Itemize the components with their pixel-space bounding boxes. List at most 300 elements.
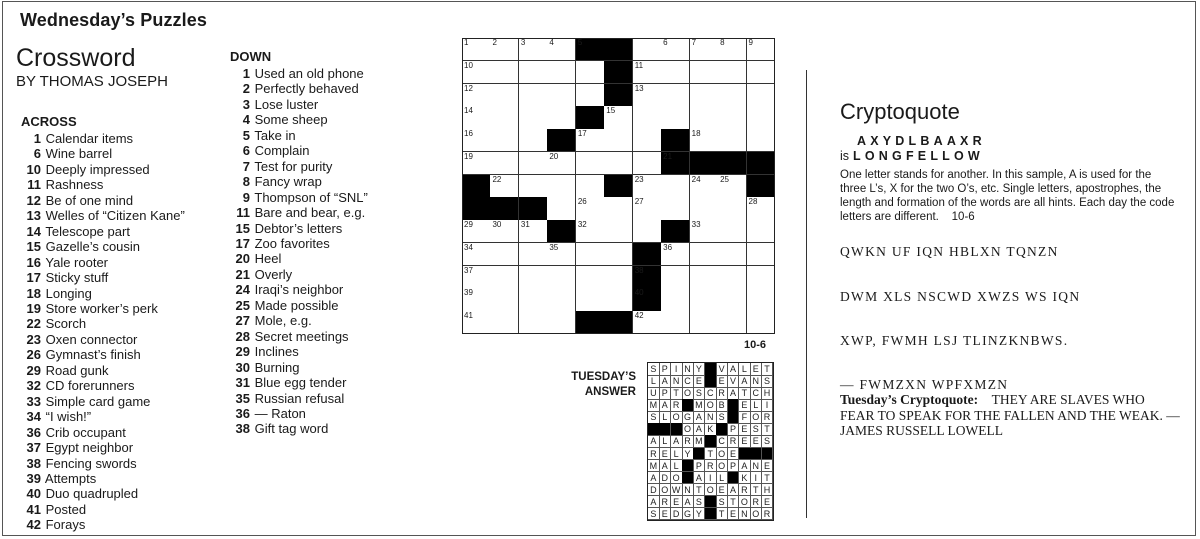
answer-cell: R <box>705 460 717 473</box>
answer-cell: C <box>705 387 717 400</box>
black-square <box>705 375 717 388</box>
grid-cell <box>661 61 690 84</box>
cell-number: 6 <box>663 38 668 47</box>
grid-cell <box>576 243 605 266</box>
grid-cell <box>519 61 548 84</box>
clue-text: Secret meetings <box>251 328 349 344</box>
cell-number: 28 <box>748 197 758 207</box>
black-square <box>659 423 671 436</box>
grid-cell <box>661 243 690 266</box>
clue-number: 19 <box>26 300 41 316</box>
grid-cell <box>547 84 576 107</box>
cryptoquote-title: Cryptoquote <box>840 99 960 124</box>
answer-cell: A <box>671 435 683 448</box>
clue-text: Mole, e.g. <box>251 313 312 329</box>
across-clue <box>21 378 185 393</box>
clue-number: 6 <box>33 146 41 162</box>
clue-text: Oxen connector <box>42 331 138 347</box>
answer-cell: R <box>659 496 671 509</box>
answer-cell: S <box>648 508 660 521</box>
page-title: Wednesday’s Puzzles <box>20 10 207 30</box>
across-clue <box>21 363 185 378</box>
cell-number: 5 <box>577 38 583 47</box>
cell-number: 12 <box>464 83 473 93</box>
grid-cell <box>519 311 548 334</box>
grid-cell <box>661 288 690 311</box>
clue-text: CD forerunners <box>42 378 135 394</box>
grid-cell <box>490 311 519 334</box>
answer-cell: O <box>716 448 728 461</box>
answer-cell: E <box>762 496 774 509</box>
black-square <box>716 423 728 436</box>
answer-cell: A <box>739 460 751 473</box>
grid-cell <box>462 266 491 289</box>
black-square <box>661 220 690 243</box>
clue-text: Gazelle’s cousin <box>42 239 141 255</box>
answer-cell: C <box>682 375 694 388</box>
clue-number: 1 <box>242 66 250 81</box>
cell-number: 23 <box>634 174 644 184</box>
cell-number: 13 <box>634 83 644 93</box>
black-square <box>633 266 662 289</box>
black-square <box>728 411 740 424</box>
grid-cell <box>690 129 719 152</box>
cell-number: 4 <box>549 38 554 47</box>
grid-cell <box>747 243 776 266</box>
grid-cell <box>633 129 662 152</box>
grid-cell <box>604 129 633 152</box>
answer-cell: U <box>648 387 660 400</box>
clue-text: Blue egg tender <box>251 375 347 391</box>
clue-text: Fancy wrap <box>251 174 322 190</box>
answer-cell: A <box>693 411 705 424</box>
answer-cell: O <box>659 484 671 497</box>
grid-cell <box>718 61 747 84</box>
across-clue <box>21 301 185 316</box>
answer-cell: O <box>682 387 694 400</box>
answer-cell: L <box>659 435 671 448</box>
grid-cell <box>576 266 605 289</box>
grid-cell <box>718 175 747 198</box>
grid-cell <box>462 243 491 266</box>
clue-text: Bare and bear, e.g. <box>251 205 366 221</box>
clue-text: Lose luster <box>251 96 319 112</box>
answer-cell: O <box>750 508 762 521</box>
grid-cell <box>661 175 690 198</box>
grid-cell <box>490 288 519 311</box>
cryptoquote-line: DWM XLS NSCWD XWZS WS IQN <box>840 289 1081 304</box>
down-clue <box>230 143 368 158</box>
clue-number: 11 <box>236 205 250 221</box>
answer-cell: N <box>750 460 762 473</box>
cell-number: 7 <box>691 38 697 47</box>
grid-cell <box>604 197 633 220</box>
grid-cell <box>718 84 747 107</box>
clue-number: 1 <box>33 131 41 146</box>
black-square <box>682 472 694 485</box>
grid-cell <box>633 152 662 175</box>
clue-number: 37 <box>26 440 41 456</box>
grid-cell <box>747 38 776 61</box>
previous-cryptoquote <box>840 392 1180 439</box>
grid-cell <box>718 288 747 311</box>
clue-number: 29 <box>235 344 250 360</box>
across-clue <box>21 224 185 239</box>
cryptoquote-sample-code: AXYDLBAAXR <box>857 134 986 148</box>
clue-text: Calendar items <box>42 131 134 146</box>
grid-cell <box>633 61 662 84</box>
grid-cell <box>633 311 662 334</box>
answer-cell: N <box>750 375 762 388</box>
grid-cell <box>633 197 662 220</box>
grid-cell <box>490 84 519 107</box>
grid-cell <box>576 220 605 243</box>
clue-number: 17 <box>235 235 250 251</box>
clue-text: Posted <box>42 501 87 517</box>
grid-cell <box>604 288 633 311</box>
clue-number: 34 <box>26 409 41 425</box>
grid-cell <box>462 106 491 129</box>
answer-cell: V <box>728 375 740 388</box>
answer-cell: O <box>671 472 683 485</box>
down-clue <box>230 205 368 220</box>
down-clue <box>230 329 368 344</box>
grid-cell <box>490 220 519 243</box>
clue-number: 33 <box>26 393 41 409</box>
answer-cell: O <box>705 484 717 497</box>
clue-text: Be of one mind <box>42 192 134 208</box>
grid-cell <box>747 288 776 311</box>
cryptoquote-line: QWKN UF IQN HBLXN TQNZN <box>840 244 1059 259</box>
grid-cell <box>519 38 548 61</box>
grid-cell <box>576 84 605 107</box>
answer-label: TUESDAY’S ANSWER <box>571 371 636 398</box>
cell-number: 30 <box>492 220 502 230</box>
black-square <box>547 220 576 243</box>
clue-number: 31 <box>235 375 250 391</box>
clue-number: 25 <box>235 297 250 313</box>
cell-number: 20 <box>549 151 559 161</box>
across-clue <box>21 239 185 254</box>
grid-cell <box>633 106 662 129</box>
grid-cell <box>462 288 491 311</box>
black-square <box>490 197 519 220</box>
clue-number: 7 <box>242 158 250 174</box>
black-square <box>462 175 491 198</box>
clue-number: 4 <box>242 112 250 128</box>
grid-cell <box>690 175 719 198</box>
down-clue <box>230 159 368 174</box>
grid-cell <box>718 243 747 266</box>
black-square <box>750 448 762 461</box>
clue-text: Wine barrel <box>42 146 113 162</box>
answer-cell: A <box>648 435 660 448</box>
answer-cell: S <box>716 496 728 509</box>
clue-number: 8 <box>242 174 250 190</box>
grid-cell <box>633 38 662 61</box>
answer-cell: R <box>648 448 660 461</box>
grid-cell <box>490 129 519 152</box>
cell-number: 3 <box>520 38 526 47</box>
clue-text: Duo quadrupled <box>42 486 139 502</box>
clue-number: 2 <box>242 81 250 97</box>
black-square <box>671 423 683 436</box>
clue-number: 28 <box>235 328 250 344</box>
across-clue <box>21 162 185 177</box>
answer-cell: Y <box>693 363 705 376</box>
across-clue <box>21 347 185 362</box>
answer-cell: N <box>682 363 694 376</box>
answer-cell: E <box>659 508 671 521</box>
cryptoquote-is-label: is <box>840 149 850 163</box>
grid-cell <box>747 106 776 129</box>
black-square <box>682 460 694 473</box>
cell-number: 39 <box>464 288 473 298</box>
cell-number: 40 <box>634 288 644 298</box>
answer-cell: T <box>728 496 740 509</box>
black-square <box>728 472 740 485</box>
answer-cell: R <box>682 435 694 448</box>
black-square <box>728 399 740 412</box>
answer-cell: T <box>705 448 717 461</box>
cell-number: 9 <box>748 38 753 47</box>
cell-number: 38 <box>634 265 644 275</box>
grid-cell <box>519 266 548 289</box>
answer-cell: N <box>739 508 751 521</box>
clue-number: 13 <box>26 208 41 224</box>
cell-number: 33 <box>691 220 701 230</box>
black-square <box>747 152 776 175</box>
answer-cell: L <box>739 363 751 376</box>
clue-number: 16 <box>26 254 41 270</box>
answer-cell: G <box>682 508 694 521</box>
down-clue <box>230 421 368 436</box>
answer-cell: A <box>693 423 705 436</box>
black-square <box>604 84 633 107</box>
clue-number: 6 <box>242 143 250 159</box>
clue-text: Complain <box>251 143 310 159</box>
grid-cell <box>718 106 747 129</box>
grid-cell <box>576 288 605 311</box>
black-square <box>661 129 690 152</box>
answer-cell: T <box>762 423 774 436</box>
grid-cell <box>490 243 519 266</box>
grid-cell <box>547 243 576 266</box>
grid-cell <box>604 106 633 129</box>
answer-cell: O <box>739 496 751 509</box>
black-square <box>705 435 717 448</box>
grid-cell <box>661 266 690 289</box>
clue-text: Rashness <box>42 177 104 193</box>
answer-cell: O <box>750 411 762 424</box>
answer-cell: M <box>648 460 660 473</box>
black-square <box>705 496 717 509</box>
answer-cell: T <box>739 387 751 400</box>
clue-number: 39 <box>26 470 41 486</box>
grid-cell <box>604 243 633 266</box>
clue-number: 15 <box>26 239 41 255</box>
cell-number: 32 <box>577 220 587 230</box>
answer-cell: S <box>693 387 705 400</box>
down-clue <box>230 360 368 375</box>
answer-cell: A <box>659 460 671 473</box>
clue-number: 41 <box>26 501 41 517</box>
answer-cell: G <box>682 411 694 424</box>
answer-cell: A <box>728 484 740 497</box>
down-clue <box>230 344 368 359</box>
clue-number: 22 <box>26 316 41 332</box>
down-heading: DOWN <box>230 49 272 64</box>
answer-cell: T <box>750 484 762 497</box>
answer-cell: E <box>716 375 728 388</box>
black-square <box>747 175 776 198</box>
answer-cell: M <box>693 399 705 412</box>
clue-text: Gymnast’s finish <box>42 347 141 363</box>
cryptoquote-sample-answer-line <box>840 149 984 163</box>
answer-cell: A <box>739 375 751 388</box>
answer-cell: C <box>716 435 728 448</box>
clue-number: 21 <box>235 266 250 282</box>
answer-cell: L <box>671 448 683 461</box>
grid-cell <box>490 152 519 175</box>
across-list <box>21 131 185 533</box>
grid-cell <box>747 129 776 152</box>
grid-cell <box>490 266 519 289</box>
clue-number: 3 <box>242 96 250 112</box>
clue-text: Attempts <box>42 470 97 486</box>
answer-cell: N <box>671 375 683 388</box>
answer-cell: A <box>648 472 660 485</box>
clue-number: 24 <box>235 282 250 298</box>
cell-number: 15 <box>606 106 616 116</box>
answer-cell: D <box>659 472 671 485</box>
across-heading: ACROSS <box>21 114 77 129</box>
clue-text: Sticky stuff <box>42 270 109 286</box>
grid-cell <box>547 311 576 334</box>
answer-cell: R <box>728 435 740 448</box>
grid-cell <box>519 152 548 175</box>
clue-number: 38 <box>26 455 41 471</box>
answer-cell: E <box>739 423 751 436</box>
answer-cell: C <box>750 387 762 400</box>
black-square <box>661 152 690 175</box>
answer-cell: L <box>648 375 660 388</box>
answer-cell: A <box>682 496 694 509</box>
clue-number: 18 <box>26 285 41 301</box>
answer-cell: E <box>739 435 751 448</box>
grid-cell <box>661 106 690 129</box>
grid-cell <box>690 311 719 334</box>
black-square <box>462 197 491 220</box>
black-square <box>604 61 633 84</box>
grid-cell <box>690 61 719 84</box>
black-square <box>682 399 694 412</box>
answer-cell: T <box>716 508 728 521</box>
cell-number: 42 <box>634 311 644 321</box>
answer-cell: M <box>648 399 660 412</box>
cell-number: 10 <box>464 60 473 70</box>
crossword-author: BY THOMAS JOSEPH <box>16 73 168 90</box>
down-clue <box>230 391 368 406</box>
answer-cell: I <box>705 472 717 485</box>
grid-cell <box>718 38 747 61</box>
answer-cell: B <box>716 399 728 412</box>
across-clue <box>21 409 185 424</box>
grid-cell <box>718 129 747 152</box>
grid-cell <box>490 61 519 84</box>
grid-cell <box>462 220 491 243</box>
clue-text: Heel <box>251 251 282 267</box>
across-clue <box>21 502 185 517</box>
answer-cell: D <box>671 508 683 521</box>
grid-cell <box>690 266 719 289</box>
black-square <box>762 448 774 461</box>
cell-number: 31 <box>520 220 530 230</box>
down-clue <box>230 97 368 112</box>
grid-cell <box>547 106 576 129</box>
answer-cell: A <box>728 387 740 400</box>
grid-cell <box>661 197 690 220</box>
black-square <box>576 311 605 334</box>
clue-number: 12 <box>26 192 41 208</box>
black-square <box>576 38 605 61</box>
answer-cell: T <box>693 484 705 497</box>
cryptoquote-author-code: — FWMZXN WPFXMZN <box>840 377 1009 392</box>
answer-cell: M <box>693 435 705 448</box>
answer-cell: O <box>671 411 683 424</box>
grid-cell <box>576 129 605 152</box>
across-clue <box>21 394 185 409</box>
clue-number: 14 <box>26 223 41 239</box>
black-square <box>739 448 751 461</box>
clue-text: Forays <box>42 517 86 533</box>
answer-cell: I <box>671 363 683 376</box>
cell-number: 17 <box>577 129 587 139</box>
answer-cell: I <box>750 472 762 485</box>
grid-cell <box>747 84 776 107</box>
clue-text: Welles of “Citizen Kane” <box>42 208 185 224</box>
cell-number: 19 <box>464 151 473 161</box>
answer-cell: L <box>671 460 683 473</box>
clue-text: Deeply impressed <box>42 161 150 177</box>
grid-cell <box>633 220 662 243</box>
grid-cell <box>576 197 605 220</box>
across-clues <box>21 114 185 533</box>
black-square <box>519 197 548 220</box>
clue-text: Store worker’s perk <box>42 300 158 316</box>
answer-cell: A <box>728 363 740 376</box>
black-square <box>705 363 717 376</box>
cell-number: 22 <box>492 174 502 184</box>
answer-cell: A <box>659 375 671 388</box>
clue-number: 30 <box>235 359 250 375</box>
grid-cell <box>661 84 690 107</box>
black-square <box>633 288 662 311</box>
down-clue <box>230 251 368 266</box>
answer-cell: P <box>659 387 671 400</box>
clue-text: Road gunk <box>42 362 109 378</box>
across-clue <box>21 255 185 270</box>
across-clue <box>21 440 185 455</box>
answer-cell: E <box>739 399 751 412</box>
clue-text: Test for purity <box>251 158 333 174</box>
clue-number: 38 <box>235 421 250 437</box>
grid-cell <box>690 288 719 311</box>
clue-text: Take in <box>251 127 296 143</box>
clue-text: Zoo favorites <box>251 235 330 251</box>
clue-text: Inclines <box>251 344 299 360</box>
clue-text: Longing <box>42 285 92 301</box>
